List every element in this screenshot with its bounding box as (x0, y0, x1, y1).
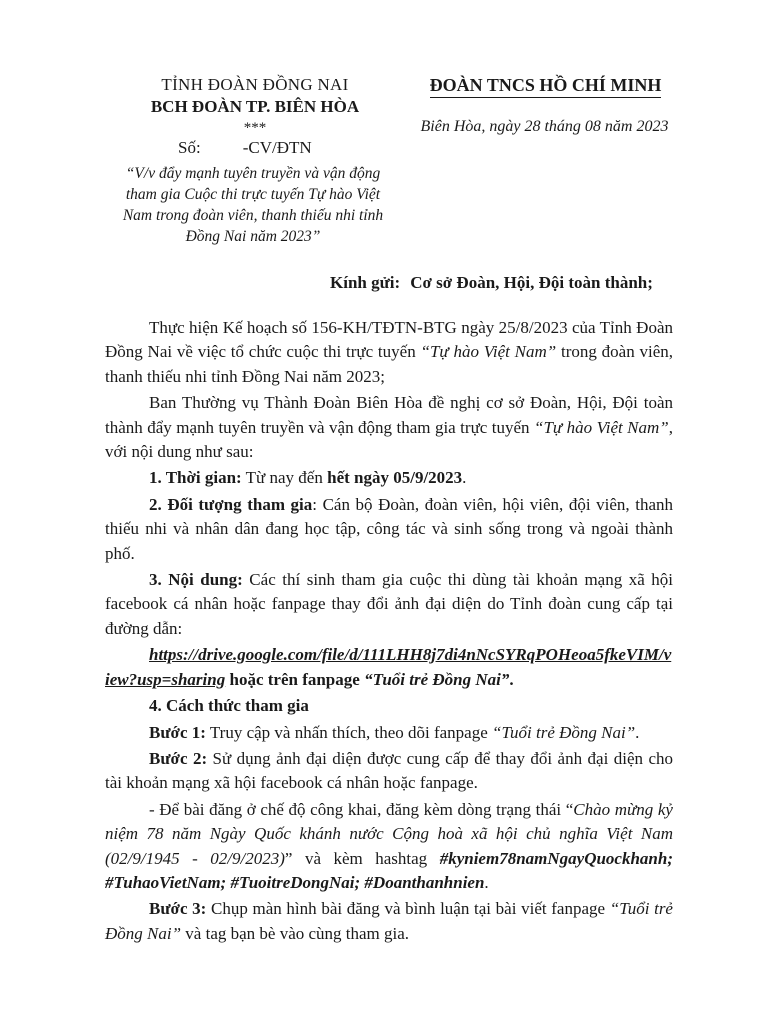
text: . (462, 468, 467, 488)
paragraph-request (105, 391, 673, 464)
section-label: 3. Nội dung: (149, 570, 243, 590)
doc-subject: “V/v đẩy mạnh tuyên truyền và vận động tham gia Cuộc thi trực tuyến Tự hào Việt Nam trong đoàn viên, thanh thiếu nhi tỉnh Đồng Nai năm 2023” (122, 165, 384, 245)
section-time (105, 466, 673, 490)
text: ” và kèm hashtag (284, 848, 440, 868)
text: Các thí sinh tham gia cuộc thi dùng tài khoản mạng xã hội facebook cá nhân hoặc fanpage thay đổi ảnh đại diện do Tỉnh đoàn cung cấp tại đường dẫn: (105, 570, 673, 638)
section-label: 4. Cách thức tham gia (149, 696, 309, 716)
org-province: TỈNH ĐOÀN ĐỒNG NAI (161, 75, 349, 94)
text: - Để bài đăng ở chế độ công khai, đăng kèm dòng trạng thái “ (149, 799, 574, 819)
step-label: Bước 3: (149, 899, 207, 919)
section-participants (105, 493, 673, 566)
paragraph-plan (105, 316, 673, 389)
drive-link[interactable]: https://drive.google.com/file/d/111LHH8j7di4nNcSYRqPOHeoa5fkeVIM/view?usp=sharing (105, 645, 672, 689)
doc-number-label: Số: (178, 138, 201, 157)
text: hoặc trên fanpage (225, 669, 365, 689)
fanpage-name: “Tuổi trẻ Đồng Nai” (364, 669, 510, 689)
union-block (418, 74, 673, 98)
contest-name: “Tự hào Việt Nam” (534, 417, 669, 437)
doc-number-suffix: -CV/ĐTN (242, 138, 312, 157)
hashtags: #kyniem78namNgayQuockhanh; #TuhaoVietNam; #TuoitreDongNai; #Doanthanhnien (105, 848, 673, 892)
section-content (105, 568, 673, 641)
text: . (509, 669, 514, 689)
text: : Cán bộ Đoàn, đoàn viên, hội viên, đội viên, thanh thiếu nhi và nhân dân đang học tập, công tác và sinh sống trong và ngoài thành phố. (105, 494, 674, 563)
text: trong đoàn viên, thanh thiếu nhi tỉnh Đồng Nai năm 2023; (105, 342, 673, 386)
text: Từ nay đến (241, 468, 328, 488)
link-paragraph (105, 643, 673, 692)
recipient-line (330, 273, 653, 293)
step-label: Bước 2: (149, 748, 208, 768)
stars-divider: *** (243, 120, 267, 136)
recipient-label: Kính gửi: (330, 273, 401, 292)
fanpage-name: “Tuổi trẻ Đồng Nai” (492, 722, 636, 742)
doc-number (178, 138, 312, 158)
status-text: Chào mừng kỷ niệm 78 năm Ngày Quốc khánh nước Cộng hoà xã hội chủ nghĩa Việt Nam (02/9/1945 - 02/9/2023) (105, 799, 673, 868)
org-city: BCH ĐOÀN TP. BIÊN HÒA (150, 97, 360, 116)
section-label: 2. Đối tượng tham gia (149, 494, 313, 514)
text: và tag bạn bè vào cùng tham gia. (181, 923, 410, 943)
step-label: Bước 1: (149, 722, 206, 742)
place-date: Biên Hòa, ngày 28 tháng 08 năm 2023 (420, 118, 669, 135)
union-name: ĐOÀN TNCS HỒ CHÍ MINH (430, 74, 662, 98)
step-3 (105, 897, 673, 946)
text: . (484, 872, 489, 892)
text: Thực hiện Kế hoạch số 156-KH/TĐTN-BTG ngày 25/8/2023 của Tỉnh Đoàn Đồng Nai về việc tổ chức cuộc thi trực tuyến (105, 318, 673, 362)
recipient-value: Cơ sở Đoàn, Hội, Đội toàn thành; (410, 273, 653, 292)
step-2 (105, 747, 673, 796)
step-1 (105, 721, 673, 745)
section-method (105, 694, 673, 718)
document-body (105, 316, 673, 948)
text: . (635, 722, 640, 742)
fanpage-name: “Tuổi trẻ Đồng Nai” (105, 899, 673, 943)
contest-name: “Tự hào Việt Nam” (420, 342, 557, 362)
issuer-block (110, 74, 400, 136)
text: , với nội dung như sau: (105, 417, 673, 462)
text: Sử dụng ảnh đại diện được cung cấp để thay đổi ảnh đại diện cho tài khoản mạng xã hội facebook cá nhân hoặc fanpage. (105, 748, 673, 793)
text: Truy cập và nhấn thích, theo dõi fanpage (205, 722, 493, 742)
text: Chụp màn hình bài đăng và bình luận tại bài viết fanpage (206, 899, 610, 919)
deadline: hết ngày 05/9/2023 (327, 468, 463, 488)
step-2-detail (105, 798, 673, 896)
section-label: 1. Thời gian: (149, 468, 242, 488)
text: Ban Thường vụ Thành Đoàn Biên Hòa đề nghị cơ sở Đoàn, Hội, Đội toàn thành đẩy mạnh tuyên truyền và vận động tham gia trực tuyến (105, 393, 673, 437)
